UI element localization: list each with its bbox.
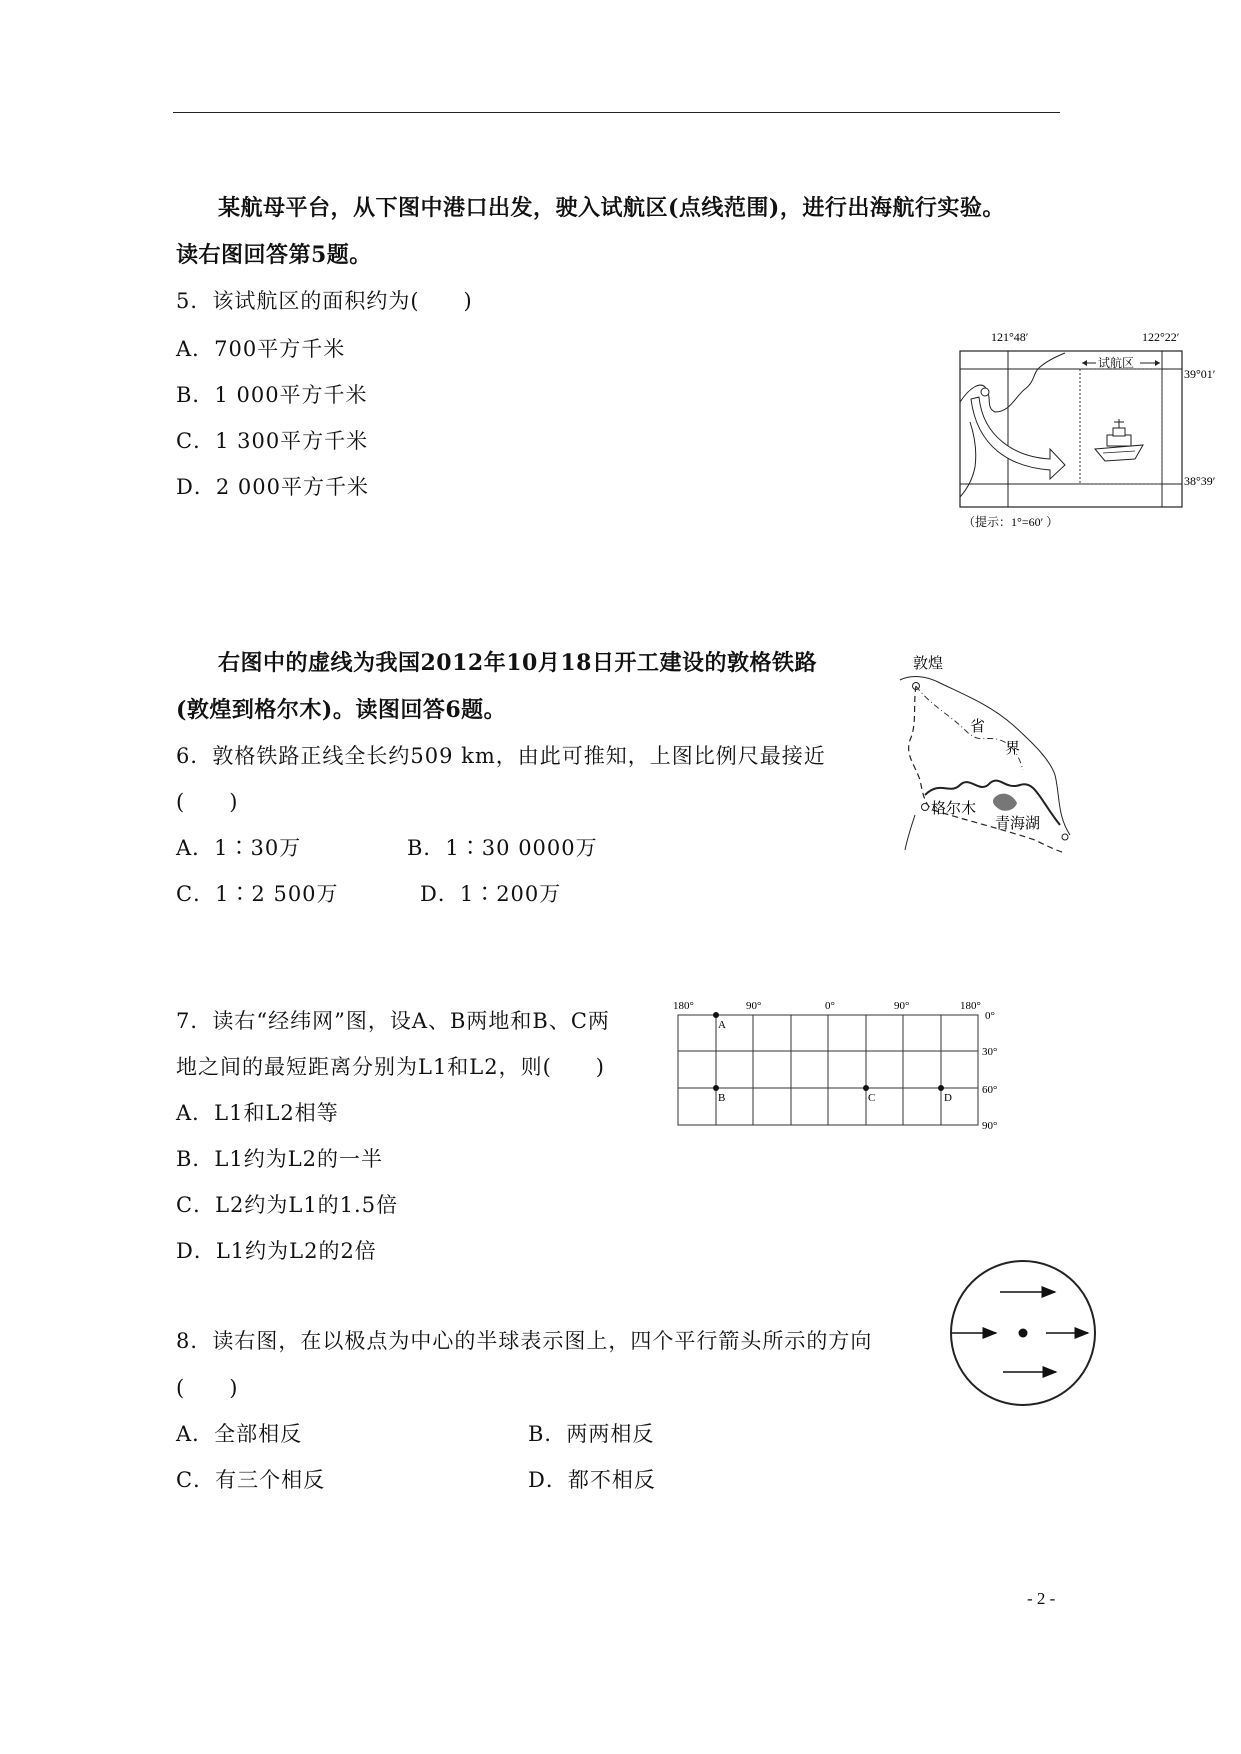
q5-zone-label: 试航区 [1098,356,1135,370]
q6-intro-line1: 右图中的虚线为我国2012年10月18日开工建设的敦格铁路 [218,650,817,676]
q8-option-c: C．有三个相反 [176,1468,326,1492]
q7-top-label-90e: 90° [894,1000,910,1012]
point-a-marker [713,1012,719,1018]
q5-lat-bottom-label: 38°39′ [1184,474,1215,488]
railway-dashed [909,686,1065,853]
q7-option-d: D．L1约为L2的2倍 [176,1239,377,1263]
q5-option-a: A．700平方千米 [176,337,346,361]
q7-point-c: C [868,1092,876,1104]
q7-top-label-0: 0° [825,1000,835,1012]
q5-intro-line1: 某航母平台，从下图中港口出发，驶入试航区(点线范围)，进行出海航行实验。 [218,195,1005,221]
q6-city-dunhuang: 敦煌 [913,656,944,672]
q7-option-b: B．L1约为L2的一半 [176,1147,384,1171]
q7-top-label-90w: 90° [746,1000,762,1012]
port-marker [981,388,989,396]
q6-option-d: D．1∶200万 [420,882,562,906]
q7-figure-graticule [670,997,1015,1137]
q5-option-c: C．1 300平方千米 [176,429,369,453]
q6-stem-line1: 6．敦格铁路正线全长约509 km，由此可推知，上图比例尺最接近 [176,744,826,768]
q8-option-b: B．两两相反 [528,1422,655,1446]
graticule-grid [678,1015,978,1125]
trial-zone-boundary [1080,369,1162,484]
q6-option-b: B．1∶30 0000万 [407,836,598,860]
q7-option-c: C．L2约为L1的1.5倍 [176,1193,399,1217]
q7-stem-line1: 7．读右“经纬网”图，设A、B两地和B、C两 [176,1009,610,1033]
q7-top-label-180w: 180° [673,1000,694,1012]
q5-option-d: D．2 000平方千米 [176,475,369,499]
point-c-marker [863,1085,869,1091]
q6-stem-line2: ( ) [176,790,239,814]
q8-option-a: A．全部相反 [176,1422,303,1446]
page-number: - 2 - [1027,1589,1056,1608]
qinghai-lake-shape [993,794,1017,811]
q6-boundary-char1: 省 [970,719,986,735]
q5-figure-trial-zone-map [955,327,1215,532]
q5-hint: （提示：1°=60′ ） [963,515,1059,529]
q5-lat-top-label: 39°01′ [1184,367,1215,381]
q6-figure-railway-map [895,645,1095,855]
q8-stem-line1: 8．读右图，在以极点为中心的半球表示图上，四个平行箭头所示的方向 [176,1329,873,1353]
q5-lon-right-label: 122°22′ [1142,330,1180,344]
route-arrow [971,397,1065,479]
q7-right-label-60: 60° [982,1084,998,1096]
q5-option-b: B．1 000平方千米 [176,383,368,407]
coastline [960,353,1065,497]
q7-stem-line2: 地之间的最短距离分别为L1和L2，则( ) [176,1055,605,1079]
q7-right-label-90: 90° [982,1120,998,1132]
q8-stem-line2: ( ) [176,1376,239,1400]
q6-option-a: A．1∶30万 [176,836,302,860]
q7-point-b: B [718,1092,726,1104]
q7-right-label-30: 30° [982,1046,998,1058]
q7-option-a: A．L1和L2相等 [176,1101,339,1125]
q7-right-label-0: 0° [985,1010,995,1022]
point-d-marker [938,1085,944,1091]
golmud-marker [922,804,929,811]
q8-figure-polar-hemisphere [948,1258,1098,1408]
q5-intro-line2: 读右图回答第5题。 [176,242,372,268]
header-rule [173,112,1060,113]
q6-lake-label: 青海湖 [995,816,1041,832]
pole-point [1019,1329,1028,1338]
q5-lon-left-label: 121°48′ [991,330,1029,344]
q8-option-d: D．都不相反 [528,1468,656,1492]
province-boundary [900,677,1070,835]
q7-point-d: D [944,1092,952,1104]
q5-stem: 5．该试航区的面积约为( ) [176,289,473,313]
q7-top-label-180e: 180° [960,1000,981,1012]
q6-city-golmud: 格尔木 [931,801,977,817]
q6-option-c: C．1∶2 500万 [176,882,339,906]
point-b-marker [713,1085,719,1091]
q6-boundary-char2: 界 [1005,741,1021,757]
q6-intro-line2: (敦煌到格尔木)。读图回答6题。 [176,697,507,723]
ship-icon [1095,419,1143,461]
q7-point-a: A [718,1019,726,1031]
